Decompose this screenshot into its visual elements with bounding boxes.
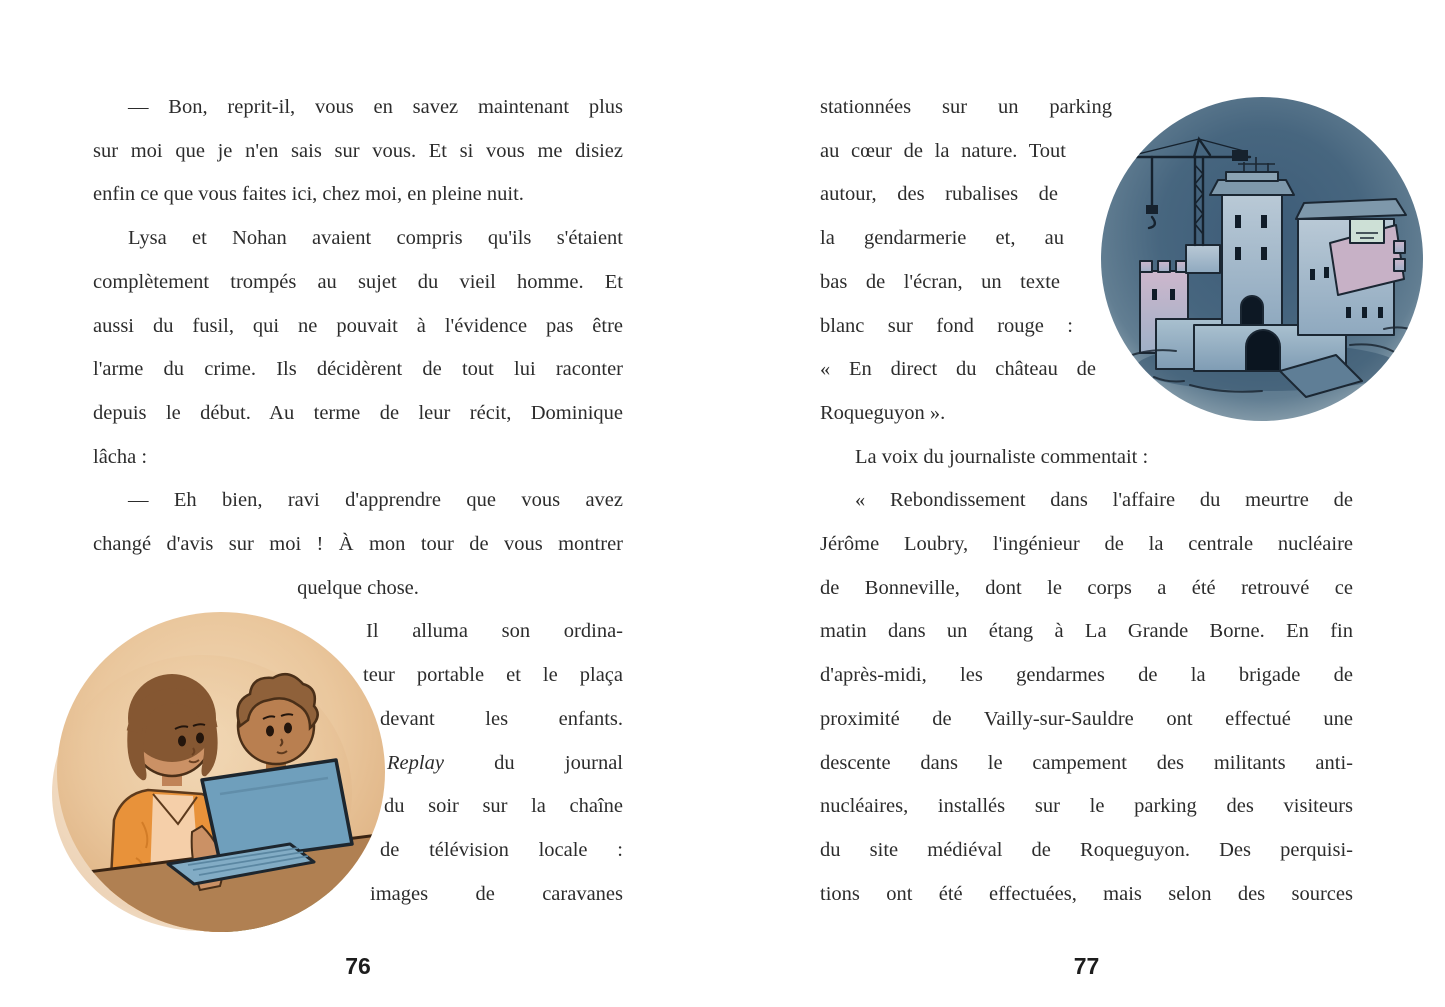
castle-drawing xyxy=(1098,93,1428,425)
text-line: de télévision locale : xyxy=(380,838,623,861)
text-line: stationnées sur un parking xyxy=(820,96,1112,118)
text-line: du site médiéval de Roqueguyon. Des perquisi- xyxy=(820,838,1353,861)
text-line: proximité de Vailly-sur-Sauldre ont effectué une xyxy=(820,707,1353,730)
text-line: aussi du fusil, qui ne pouvait à l'évidence pas être xyxy=(93,314,623,337)
text-line: matin dans un étang à La Grande Borne. En fin xyxy=(820,620,1353,643)
text-line: de Bonneville, dont le corps a été retrouvé ce xyxy=(820,576,1353,599)
text-line: teur portable et le plaça xyxy=(363,664,623,687)
text-line: nucléaires, installés sur le parking des visiteurs xyxy=(820,795,1353,818)
text-line: images de caravanes xyxy=(370,882,623,905)
text-line: au cœur de la nature. Tout xyxy=(820,139,1066,162)
text-line: d'après-midi, les gendarmes de la brigade de xyxy=(820,664,1353,687)
text-line: lâcha : xyxy=(93,445,148,468)
text-line: sur moi que je n'en sais sur vous. Et si vous me disiez xyxy=(93,139,623,162)
text-line: bas de l'écran, un texte xyxy=(820,270,1060,293)
text-line: — Bon, reprit-il, vous en savez maintenant plus xyxy=(128,96,623,118)
text-line: l'arme du crime. Ils décidèrent de tout lui raconter xyxy=(93,358,623,381)
text-line: descente dans le campement des militants anti- xyxy=(820,751,1353,774)
text-line: — Eh bien, ravi d'apprendre que vous avez xyxy=(128,489,623,512)
text-line: Replay du journal xyxy=(387,751,623,774)
children-laptop-illustration xyxy=(52,608,390,938)
text-line: Jérôme Loubry, l'ingénieur de la centrale nucléaire xyxy=(820,533,1353,555)
text-line: « En direct du château de xyxy=(820,358,1096,381)
text-line: tions ont été effectuées, mais selon des sources xyxy=(820,882,1353,905)
castle-roqueguyon-illustration xyxy=(1098,93,1428,425)
text-line: depuis le début. Au terme de leur récit, Dominique xyxy=(93,401,623,424)
page-number-right: 77 xyxy=(1073,953,1100,979)
text-line: La voix du journaliste commentait : xyxy=(855,445,1149,468)
text-line: Roqueguyon ». xyxy=(820,401,946,424)
text-line: la gendarmerie et, au xyxy=(820,227,1064,250)
text-line: changé d'avis sur moi ! À mon tour de vous montrer xyxy=(93,533,623,555)
text-line: autour, des rubalises de xyxy=(820,183,1058,206)
text-line: blanc sur fond rouge : xyxy=(820,314,1073,337)
text-line: quelque chose. xyxy=(297,576,419,599)
text-line: devant les enfants. xyxy=(380,707,623,730)
children-laptop-drawing xyxy=(52,608,390,938)
text-line: enfin ce que vous faites ici, chez moi, en pleine nuit. xyxy=(93,183,524,206)
text-line: complètement trompés au sujet du vieil homme. Et xyxy=(93,270,623,293)
text-line: Lysa et Nohan avaient compris qu'ils s'étaient xyxy=(128,227,623,250)
text-line: Il alluma son ordina- xyxy=(366,620,623,643)
text-line: « Rebondissement dans l'affaire du meurtre de xyxy=(855,489,1353,512)
text-line: du soir sur la chaîne xyxy=(384,795,623,818)
page-number-left: 76 xyxy=(345,953,371,979)
